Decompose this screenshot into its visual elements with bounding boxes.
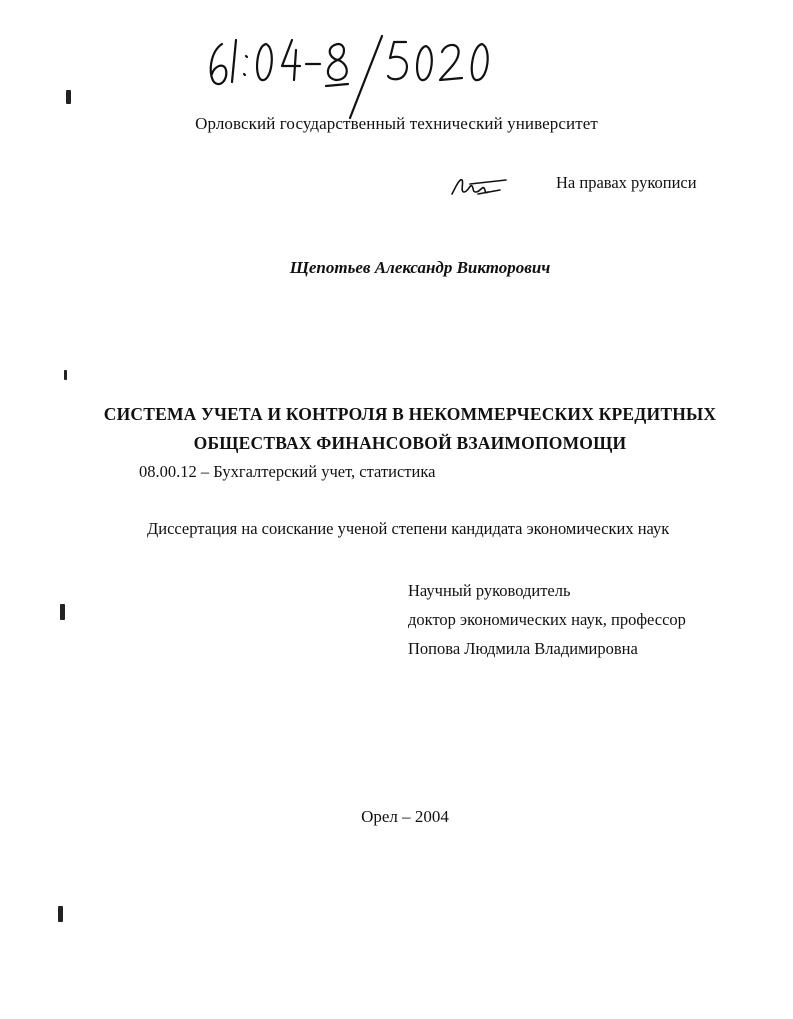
degree-statement: Диссертация на соискание ученой степени кандидата экономических наук <box>147 519 670 538</box>
university-name: Орловский государственный технический университет <box>195 114 598 133</box>
signature <box>448 172 508 200</box>
title-line: СИСТЕМА УЧЕТА И КОНТРОЛЯ В НЕКОММЕРЧЕСКИХ КРЕДИТНЫХ <box>103 404 717 424</box>
binding-mark <box>64 370 67 380</box>
dissertation-title <box>90 400 730 458</box>
binding-mark <box>58 906 63 922</box>
specialty-code: 08.00.12 – Бухгалтерский учет, статистика <box>139 462 436 481</box>
binding-mark <box>60 604 65 620</box>
author-name: Щепотьев Александр Викторович <box>289 258 551 277</box>
supervisor-block <box>408 576 686 663</box>
supervisor-rank: доктор экономических наук, профессор <box>408 610 686 629</box>
supervisor-role: Научный руководитель <box>408 581 571 600</box>
binding-mark <box>66 90 71 104</box>
city-year: Орел – 2004 <box>361 807 449 826</box>
title-line: ОБЩЕСТВАХ ФИНАНСОВОЙ ВЗАИМОПОМОЩИ <box>193 433 627 453</box>
supervisor-name: Попова Людмила Владимировна <box>408 639 638 658</box>
manuscript-note: На правах рукописи <box>556 173 697 192</box>
